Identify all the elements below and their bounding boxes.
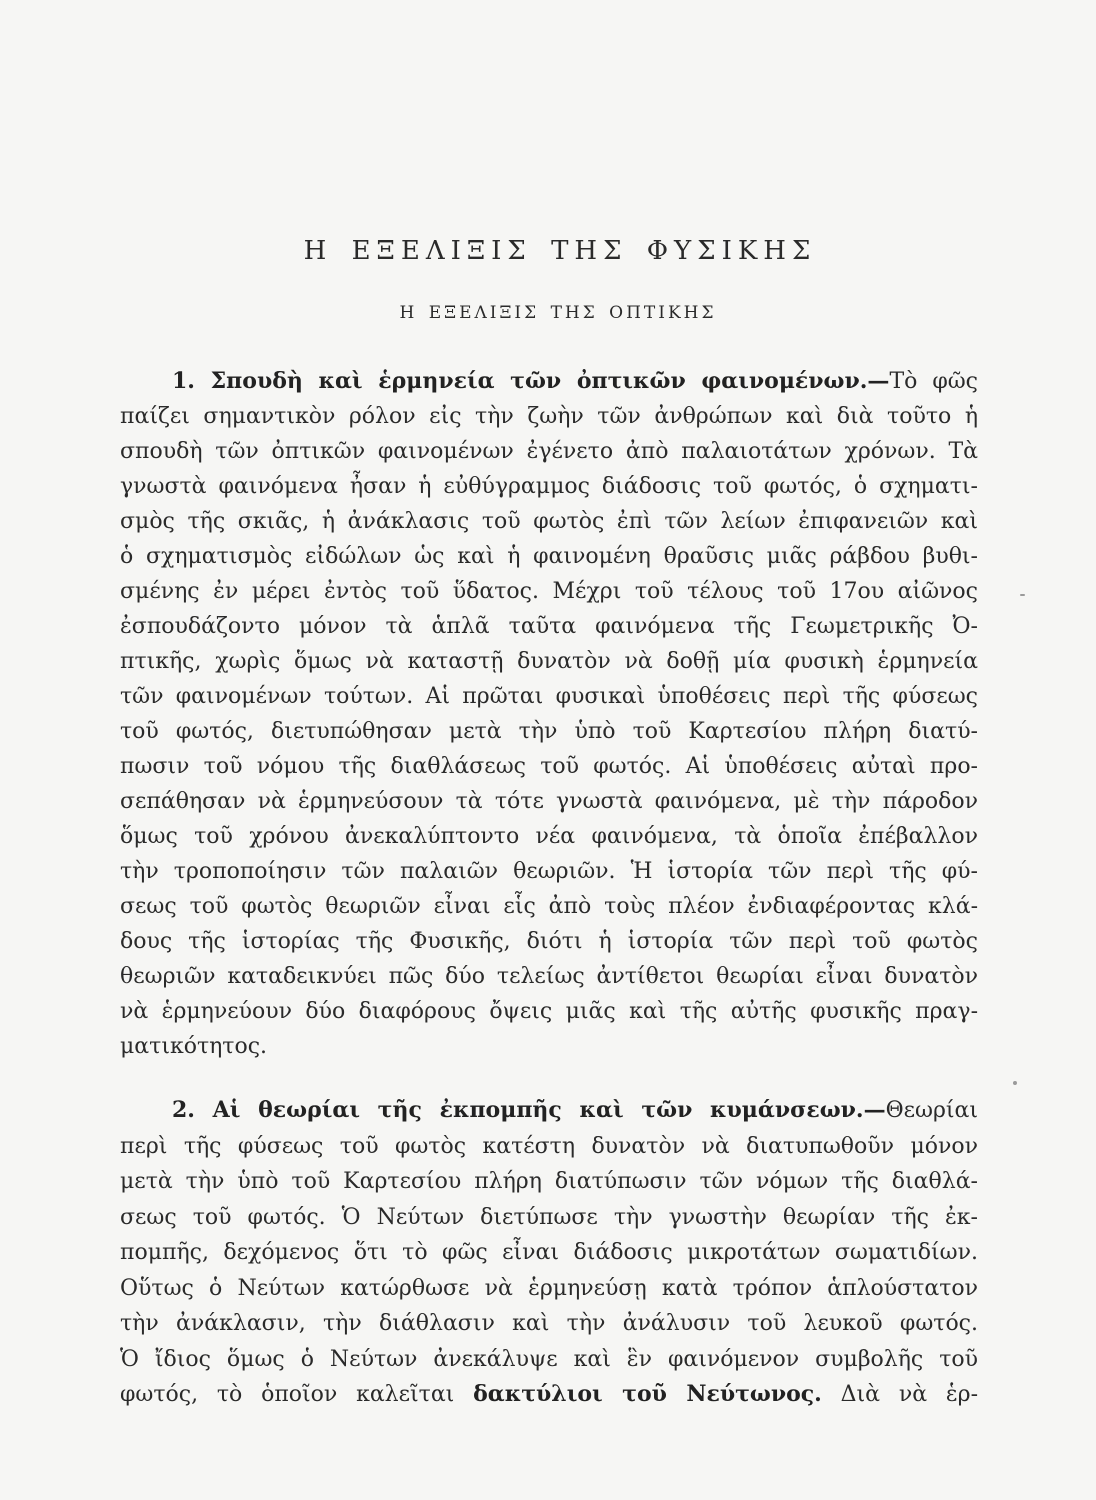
body-line: Ὁ ἴδιος ὅμως ὁ Νεύτων ἀνεκάλυψε καὶ ἓν φαινόμενον συμβολῆς τοῦ: [120, 1346, 978, 1372]
body-line: παίζει σημαντικὸν ρόλον εἰς τὴν ζωὴν τῶν ἀνθρώπων καὶ διὰ τοῦτο ἡ: [120, 404, 978, 429]
section-1-first-line: [172, 364, 978, 399]
body-line: τῶν φαινομένων τούτων. Αἱ πρῶται φυσικαὶ ὑποθέσεις περὶ τῆς φύσεως: [120, 684, 978, 709]
body-text: φωτός, τὸ ὁποῖον καλεῖται: [120, 1382, 455, 1407]
scan-speck: [1020, 594, 1025, 596]
section-heading: 1. Σπουδὴ καὶ ἑρμηνεία τῶν ὀπτικῶν φαινομένων.—: [172, 368, 890, 394]
body-line: σεπάθησαν νὰ ἑρμηνεύσουν τὰ τότε γνωστὰ φαινόμενα, μὲ τὴν πάροδον: [120, 789, 978, 814]
body-line: θεωριῶν καταδεικνύει πῶς δύο τελείως ἀντίθετοι θεωρίαι εἶναι δυνατὸν: [120, 964, 978, 989]
body-line: πτικῆς, χωρὶς ὅμως νὰ καταστῇ δυνατὸν νὰ δοθῇ μία φυσικὴ ἑρμηνεία: [120, 649, 978, 674]
body-text: Θεωρίαι: [885, 1098, 978, 1123]
body-line: τὴν τροποποίησιν τῶν παλαιῶν θεωριῶν. Ἡ ἱστορία τῶν περὶ τῆς φύ-: [120, 859, 978, 884]
body-line: σπουδὴ τῶν ὀπτικῶν φαινομένων ἐγένετο ἀπὸ παλαιοτάτων χρόνων. Τὰ: [120, 439, 978, 464]
section-2-first-line: [172, 1093, 978, 1129]
body-line: ὁ σχηματισμὸς εἰδώλων ὡς καὶ ἡ φαινομένη θραῦσις μιᾶς ράβδου βυθι-: [120, 544, 978, 569]
body-line: σεως τοῦ φωτὸς θεωριῶν εἶναι εἷς ἀπὸ τοὺς πλέον ἐνδιαφέροντας κλά-: [120, 894, 978, 919]
section-1: [120, 364, 978, 1064]
body-text: Διὰ νὰ ἑρ-: [840, 1382, 979, 1407]
section-heading: 2. Αἱ θεωρίαι τῆς ἐκπομπῆς καὶ τῶν κυμάνσεων.—: [172, 1097, 886, 1123]
body-line: σμένης ἐν μέρει ἐντὸς τοῦ ὕδατος. Μέχρι τοῦ τέλους τοῦ 17ου αἰῶνος: [120, 579, 978, 604]
body-line: πωσιν τοῦ νόμου τῆς διαθλάσεως τοῦ φωτός. Αἱ ὑποθέσεις αὐταὶ προ-: [120, 754, 978, 779]
section-2: [120, 1093, 978, 1413]
body-line: Οὕτως ὁ Νεύτων κατώρθωσε νὰ ἑρμηνεύσῃ κατὰ τρόπον ἁπλούστατον: [120, 1275, 978, 1301]
body-line: περὶ τῆς φύσεως τοῦ φωτὸς κατέστη δυνατὸν νὰ διατυπωθοῦν μόνον: [120, 1133, 978, 1159]
body-line: σεως τοῦ φωτός. Ὁ Νεύτων διετύπωσε τὴν γνωστὴν θεωρίαν τῆς ἐκ-: [120, 1204, 978, 1230]
body-line: ὅμως τοῦ χρόνου ἀνεκαλύπτοντο νέα φαινόμενα, τὰ ὁποῖα ἐπέβαλλον: [120, 824, 978, 849]
page-title: Η ΕΞΕΛΙΞΙΣ ΤΗΣ ΦΥΣΙΚΗΣ: [303, 236, 817, 266]
body-line: τοῦ φωτός, διετυπώθησαν μετὰ τὴν ὑπὸ τοῦ Καρτεσίου πλήρη διατύ-: [120, 719, 978, 744]
scan-speck: [1013, 1081, 1017, 1085]
body-text: Τὸ φῶς: [889, 369, 978, 394]
body-line: μετὰ τὴν ὑπὸ τοῦ Καρτεσίου πλήρη διατύπωσιν τῶν νόμων τῆς διαθλά-: [120, 1169, 978, 1194]
body-line: γνωστὰ φαινόμενα ἦσαν ἡ εὐθύγραμμος διάδοσις τοῦ φωτός, ὁ σχηματι-: [120, 474, 978, 499]
chapter-subtitle: Η ΕΞΕΛΙΞΙΣ ΤΗΣ ΟΠΤΙΚΗΣ: [399, 303, 717, 323]
body-line: τὴν ἀνάκλασιν, τὴν διάθλασιν καὶ τὴν ἀνάλυσιν τοῦ λευκοῦ φωτός.: [120, 1311, 978, 1336]
body-line: δους τῆς ἱστορίας τῆς Φυσικῆς, διότι ἡ ἱστορία τῶν περὶ τοῦ φωτὸς: [120, 929, 978, 954]
body-line: [120, 1377, 978, 1413]
body-line: νὰ ἑρμηνεύουν δύο διαφόρους ὄψεις μιᾶς καὶ τῆς αὐτῆς φυσικῆς πραγ-: [120, 999, 978, 1024]
body-line: ἐσπουδάζοντο μόνον τὰ ἁπλᾶ ταῦτα φαινόμενα τῆς Γεωμετρικῆς Ὀ-: [120, 614, 978, 639]
body-line-paragraph-end: ματικότητος.: [120, 1034, 268, 1059]
body-line: σμὸς τῆς σκιᾶς, ἡ ἀνάκλασις τοῦ φωτὸς ἐπὶ τῶν λείων ἐπιφανειῶν καὶ: [120, 509, 978, 534]
emphasized-term: δακτύλιοι τοῦ Νεύτωνος.: [473, 1381, 822, 1407]
body-line: πομπῆς, δεχόμενος ὅτι τὸ φῶς εἶναι διάδοσις μικροτάτων σωματιδίων.: [120, 1240, 978, 1265]
